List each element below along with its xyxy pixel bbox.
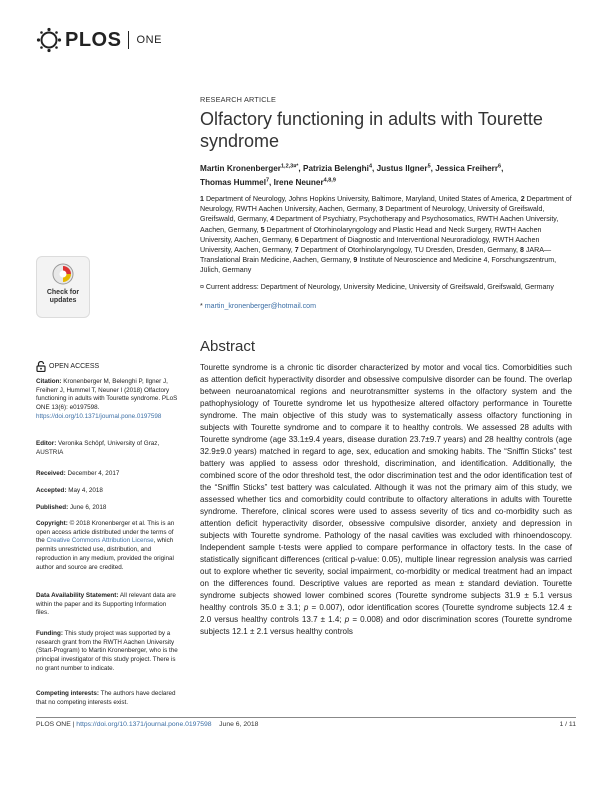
affiliation: 7 Department of Otorhinolaryngology, TU Dresden, Dresden, Germany,	[294, 246, 518, 255]
plos-logo-icon	[36, 27, 62, 53]
affiliation: 8 JARA—Translational Brain Medicine, Aachen, Germany,	[200, 246, 552, 265]
footer-date: June 6, 2018	[219, 721, 259, 728]
published-date: Published: June 6, 2018	[36, 504, 107, 511]
doi-link[interactable]: https://doi.org/10.1371/journal.pone.0197598	[36, 412, 162, 420]
copyright: Copyright: © 2018 Kronenberger et al. This is an open access article distributed under the terms of the Creative Commons Attribution License, which permits unrestricted use, distribution, and reproduction in any medium, provided the original author and source are credited.	[36, 520, 175, 571]
page-number: 1 / 11	[559, 721, 576, 728]
corresponding-email: * martin_kronenberger@hotmail.com	[200, 302, 317, 310]
affiliation: 4 Department of Psychiatry, Psychotherapy and Psychosomatics, RWTH Aachen University, Aachen, Germany,	[200, 215, 559, 234]
accepted-date: Accepted: May 4, 2018	[36, 487, 103, 494]
logo-divider	[128, 31, 129, 49]
affiliation: 1 Department of Neurology, Johns Hopkins University, Baltimore, Maryland, United States of America,	[200, 195, 519, 203]
footer-divider	[36, 717, 576, 718]
abstract-text: Tourette syndrome is a chronic tic disorder characterized by motor and vocal tics. Comorbidities such as attention deficit hyperactivity disorder and obsessive compulsive disorder can be found. The overlap between neuroanatomical regions and neurotransmitter systems in the olfactory system and the pathophysiology of Tourette syndrome let us hypothesize altered olfactory performance in Tourette syndrome. The main objective of this study was to systematically assess olfactory functioning in subjects with Tourette syndrome and to compare it to healthy controls. We assessed 28 adults with Tourette syndrome (age 33.1±9.4 years, disease duration 23.7±9.7 years) and 28 healthy controls (age 32.9±9.0 years) matched in regard to age, sex, education and smoking habits. The “Sniffin Sticks” test battery was applied to assess odor threshold, discrimination, and identification. Additionally, the combined score of the odor threshold test, the odor discrimination test and the odor identification test of the “Sniffin Sticks” test battery was calculated. Although it was not the primary aim of this study, we assessed whether tics and comorbidity could contribute to olfactory alterations in adults with Tourette syndrome. Therefore, clinical scores were used to assess severity of tics and co-morbidity such as attention deficit hyperactivity disorder, obsessive compulsive disorder, anxiety and depression in subjects with Tourette syndrome. Pathology of the nasal cavities was excluded with rhinoendoscopy. Independent sample t-tests were applied to compare performance in olfactory tests. In the case of statistically significant differences (critical p-value: 0.05), multiple linear regression analysis was carried out to explore whether tic severity, social impairment, co-morbidity or medical treatment had an impact on the differences found. Descriptive values are reported as mean ± standard deviation. Tourette syndrome subjects showed lower combined scores (Tourette syndrome subjects 31.9 ± 5.1 versus healthy controls 35.0 ± 3.1; p = 0.007), odor identification scores (Tourette syndrome subjects 12.4 ± 2.0 versus healthy controls 13.7 ± 1.4; p = 0.008) and odor discrimination scores (Tourette syndrome subjects 12.1 ± 2.1 versus healthy controls	[200, 363, 572, 636]
editor: Editor: Veronika Schöpf, University of Graz, AUSTRIA	[36, 440, 160, 456]
plos-logo	[36, 26, 162, 54]
affiliation: 9 Institute of Neuroscience and Medicine 4, Forschungszentrum, Jülich, Germany	[200, 256, 557, 275]
data-availability: Data Availability Statement: All relevant data are within the paper and its Supporting Information files.	[36, 592, 176, 617]
affiliation: 5 Department of Otorhinolaryngology and Plastic Head and Neck Surgery, RWTH Aachen University, Aachen, Germany,	[200, 225, 542, 244]
competing-interests: Competing interests: The authors have declared that no competing interests exist.	[36, 690, 176, 706]
funding: Funding: This study project was supported by a research grant from the RWTH Aachen University (Start-Program) to Martin Kronenberger, who is the principal investigator of this study project. There is no grant number to indicate.	[36, 630, 178, 672]
affiliation: 2 Department of Neurology, RWTH Aachen University, Aachen, Germany,	[200, 195, 572, 214]
affiliations	[200, 194, 572, 276]
author: Thomas Hummel$^7$,	[200, 177, 274, 188]
email-link[interactable]: martin_kronenberger@hotmail.com	[204, 302, 317, 310]
open-access-badge: OPEN ACCESS	[36, 361, 99, 372]
journal-name: ONE	[136, 34, 163, 46]
author-list	[200, 160, 572, 189]
check-updates-icon	[52, 263, 74, 285]
page-footer: PLOS ONE | https://doi.org/10.1371/journal.pone.0197598 June 6, 2018	[36, 721, 259, 728]
author: Justus Ilgner$^5$,	[376, 163, 436, 173]
citation: Citation: Kronenberger M, Belenghi P, Ilgner J, Freiherr J, Hummel T, Neuner I (2018) Olfactory functioning in adults with Tourette syndrome. PLoS ONE 13(6): e0197598. https://doi.org/10.1371/journal.pone.0197598	[36, 378, 178, 420]
footer-doi-link[interactable]: https://doi.org/10.1371/journal.pone.0197598	[76, 721, 212, 728]
check-for-updates-badge[interactable]	[36, 256, 90, 318]
open-lock-icon	[36, 361, 46, 372]
affiliation: 3 Department of Neurology, University of Greifswald, Greifswald, Germany,	[200, 205, 545, 224]
affiliation: 6 Department of Diagnostic and Interventional Neuroradiology, RWTH Aachen University, Aachen, Germany,	[200, 235, 540, 255]
author: Martin Kronenberger$^{1,2,3¤*}$,	[200, 163, 303, 173]
current-address: ¤ Current address: Department of Neurology, University Medicine, University of Greifswald, Greifswald, Germany	[200, 283, 554, 291]
author: Patrizia Belenghi$^4$,	[302, 163, 377, 173]
check-updates-label: Check for updates	[46, 289, 80, 304]
license-link[interactable]: Creative Commons Attribution License	[46, 537, 154, 545]
abstract-heading: Abstract	[200, 338, 256, 355]
plos-brand: PLOS	[65, 28, 122, 51]
article-title: Olfactory functioning in adults with Tourette syndrome	[200, 109, 543, 151]
author: Jessica Freiherr$^6$,	[435, 163, 504, 173]
article-type: RESEARCH ARTICLE	[200, 95, 277, 104]
received-date: Received: December 4, 2017	[36, 470, 120, 477]
author: Irene Neuner$^{4,8,9}$	[273, 177, 336, 188]
